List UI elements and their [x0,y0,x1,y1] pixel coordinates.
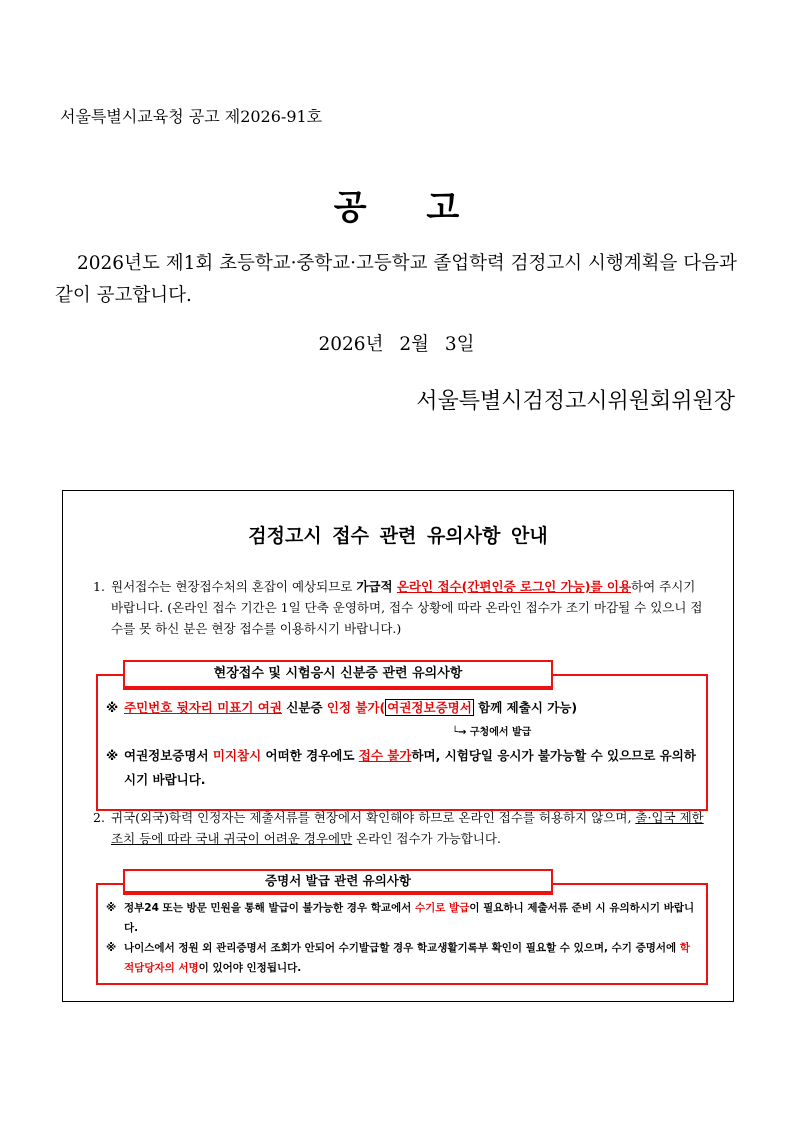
guidance-box [62,490,734,1002]
notice-date: 2026년 2월 3일 [318,334,475,355]
bullet-text: 나이스에서 정원 외 관리증명서 조회가 안되어 수기발급할 경우 학교생활기록부 확인이 필요할 수 있으며, 수기 증명서에 [124,942,680,954]
guidance-title: 검정고시 접수 관련 유의사항 안내 [248,525,548,547]
bullet-highlight: 미지참시 [212,748,262,763]
issue-note: └→ 구청에서 발급 [452,727,532,738]
item-number: 2. [93,810,105,825]
bullet-highlight: 인정 불가( [326,700,386,715]
bullet-text: 정부24 또는 방문 민원을 통해 발급이 불가능한 경우 학교에서 [124,902,415,914]
bullet-text: 여권정보증명서 [124,748,213,763]
bullet-text: 신분증 [281,700,327,715]
certificate-caution-box [96,873,708,985]
reference-mark-icon: ※ [106,700,119,715]
notice-number: 서울특별시교육청 공고 제2026-91호 [60,107,323,126]
caution-bullet [106,696,700,720]
id-caution-box [96,666,708,811]
item-text: 귀국(외국)학력 인정자는 제출서류를 현장에서 확인해야 하므로 온라인 접수를 허용하지 않으며, [111,810,636,825]
guidance-item-1 [93,576,705,639]
reference-mark-icon: ※ [106,902,117,914]
bullet-highlight: 학적담당자의 서명 [124,942,690,974]
page-title: 공 고 [333,188,460,228]
bullet-text: 이 있어야 인정됩니다. [198,962,302,974]
bullet-text: 하며, 시험당일 응시가 불가능할 수 있으므로 유의하시기 바랍니다. [124,748,696,787]
bullet-highlight: 주민번호 뒷자리 미표기 여권 [124,700,282,715]
bullet-text: 함께 제출시 가능) [473,700,578,715]
item-text: 원서접수는 현장접수처의 혼잡이 예상되므로 [111,579,357,594]
intro-paragraph: 2026년도 제1회 초등학교·중학교·고등학교 졸업학력 검정고시 시행계획을 다음과 같이 공고합니다. [55,253,737,306]
item-text: 온라인 접수가 가능합니다. [352,831,501,846]
bullet-text: 이 필요하니 제출서류 준비 시 유의하시기 바랍니다. [124,902,695,934]
bullet-text: 어떠한 경우에도 [261,748,359,763]
item-number: 1. [93,579,105,594]
caution-bullet [106,898,700,938]
online-application-highlight: 온라인 접수(간편인증 로그인 가능)를 이용 [396,579,632,594]
issuer: 서울특별시검정고시위원회위원장 [416,389,735,414]
item-emphasis: 가급적 [356,579,397,594]
item-text: 하여 주시기 바랍니다. (온라인 접수 기간은 1일 단축 운영하며, 접수 상황에 따라 온라인 접수가 조기 마감될 수 있으니 접수를 못 하신 분은 현장 접수를 이용하시기 바랍니다.) [111,579,703,636]
certificate-caution-title: 증명서 발급 관련 유의사항 [123,869,553,893]
reference-mark-icon: ※ [106,942,117,954]
caution-bullet [106,744,700,792]
guidance-item-2 [93,807,705,849]
bullet-highlight: 여권정보증명서 [387,700,472,715]
bullet-highlight: 접수 불가 [358,748,412,763]
bullet-highlight: 수기로 발급 [414,902,470,914]
caution-bullet [106,938,700,978]
reference-mark-icon: ※ [106,748,119,763]
id-caution-title: 현장접수 및 시험응시 신분증 관련 유의사항 [123,660,553,688]
item-underlined: 출·입국 제한 조치 등에 따라 국내 귀국이 어려운 경우에만 [111,810,704,846]
